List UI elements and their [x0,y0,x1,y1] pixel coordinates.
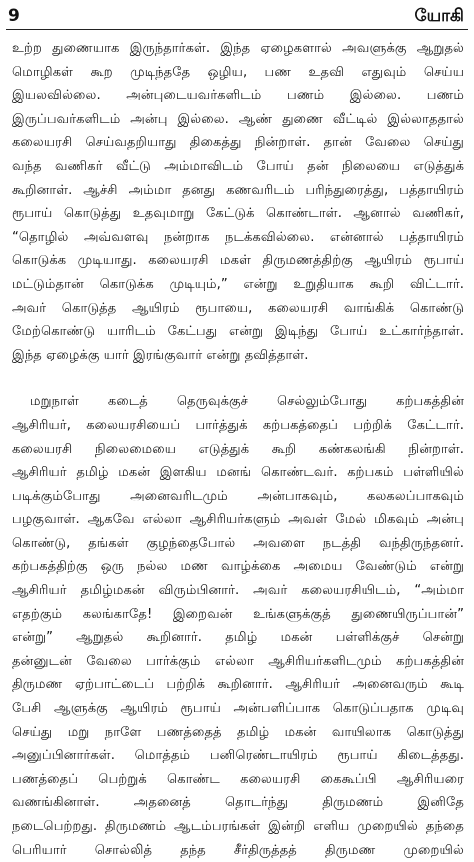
text-line: நடைபெற்றது. திருமணம் ஆடம்பரங்கள் இன்றி எளிய முறையில் தந்தை [12,819,464,834]
text-line: எதற்கும் கலங்காதே! இறைவன் உங்களுக்குத் துணையிருப்பான்” [12,606,464,622]
text-line: என்று” ஆறுதல் கூறினார். தமிழ் மகன் பள்ளிக்குச் சென்று [12,630,464,646]
text-line: பெரியார் சொல்லித் தந்த சீர்திருத்தத் திருமண முறையில் [12,842,464,858]
text-line: கலையரசி நிலைமையை எடுத்துக் கூறி கண்கலங்கி நின்றாள். [12,441,464,457]
text-line: படிக்கும்போது அனைவரிடமும் அன்பாகவும், கலகலப்பாகவும் [12,488,464,504]
paragraph-2 [12,390,464,862]
text-line: ஆசிரியர் தமிழ்மகன் விரும்பினார். அவர் கலையரசியிடம், “அம்மா [12,583,464,599]
page-number: 9 [8,6,20,26]
text-line: உற்ற துணையாக இருந்தார்கள். இந்த ஏழைகளால் அவளுக்கு ஆறுதல் [12,41,464,56]
text-line: அனுப்பினார்கள். மொத்தம் பனிரெண்டாயிரம் ரூபாய் கிடைத்தது. [12,748,464,764]
text-line: பேசி ஆளுக்கு ஆயிரம் ரூபாய் அன்பளிப்பாக கொடுப்பதாக முடிவு [12,701,464,717]
body-text [12,37,464,862]
text-line: ரூபாய் கொடுத்து உதவுமாறு கேட்டுக் கொண்டாள். ஆனால் வணிகர், [12,206,464,222]
text-line: ஆசிரியர் தமிழ் மகன் இளகிய மனங் கொண்டவர். கற்பகம் பள்ளியில் [12,465,464,481]
running-title: யோகி [414,6,464,26]
header-rule [6,29,468,30]
text-line: கொடுக்க முடியாது. கலையரசி மகள் திருமணத்திற்கு ஆயிரம் ரூபாய் [12,253,464,269]
text-line: பணத்தைப் பெற்றுக் கொண்ட கலையரசி கைகூப்பி ஆசிரியரை [12,771,464,787]
text-line: பழகுவாள். ஆகவே எல்லா ஆசிரியர்களும் அவள் மேல் மிகவும் அன்பு [12,512,464,528]
paragraph-1 [12,37,464,367]
text-line: “தொழில் அவ்வளவு நன்றாக நடக்கவில்லை. என்னால் பத்தாயிரம் [12,229,464,245]
text-line: செய்து மறு நாளே பணத்தைத் தமிழ் மகன் வாயிலாக கொடுத்து [12,724,464,740]
text-line: மட்டும்தான் கொடுக்க முடியும்,” என்று உறுதியாக கூறி விட்டார். [12,276,464,292]
text-line: இயலவில்லை. அன்புடையவர்களிடம் பணம் இல்லை. பணம் [12,88,464,104]
text-line: கொண்டு, தங்கள் குழந்தைபோல் அவளை நடத்தி வந்திருந்தனர். [12,535,464,551]
text-line: இந்த ஏழைக்கு யார் இரங்குவார் என்று தவித்தாள். [12,347,309,363]
paragraph-gap [12,367,464,390]
text-line: கற்பகத்திற்கு ஒரு நல்ல மண வாழ்க்கை அமைய வேண்டும் என்று [12,559,464,575]
text-line: மேற்கொண்டு யாரிடம் கேட்பது என்று இடிந்து போய் உட்கார்ந்தாள். [12,324,464,340]
text-line: மொழிகள் கூற முடிந்ததே ஒழிய, பண உதவி எதுவும் செய்ய [12,64,464,80]
text-line: திருமண ஏற்பாட்டைப் பற்றிக் கூறினார். ஆசிரியர் அனைவரும் கூடி [12,677,464,693]
page-header [0,0,474,34]
text-line: மறுநாள் கடைத் தெருவுக்குச் செல்லும்போது கற்பகத்தின் [30,394,464,410]
text-line: அவர் கொடுத்த ஆயிரம் ரூபாயை, கலையரசி வாங்கிக் கொண்டு [12,300,464,316]
text-line: வந்த வணிகர் வீட்டு அம்மாவிடம் போய் தன் நிலையை எடுத்துக் [12,158,464,174]
text-line: கலையரசி செய்வதறியாது திகைத்து நின்றாள். தான் வேலை செய்து [12,135,464,151]
text-line: கூறினாள். ஆச்சி அம்மா தனது கணவரிடம் பரிந்துரைத்து, பத்தாயிரம் [12,182,464,198]
text-line: ஆசிரியர், கலையரசியைப் பார்த்துக் கற்பகத்தைப் பற்றிக் கேட்டார். [12,417,464,433]
text-line: தன்னுடன் வேலை பார்க்கும் எல்லா ஆசிரியர்களிடமும் கற்பகத்தின் [12,653,464,669]
text-line: இருப்பவர்களிடம் அன்பு இல்லை. ஆண் துணை வீட்டில் இல்லாததால் [12,111,464,127]
text-line: வணங்கினாள். அதனைத் தொடர்ந்து திருமணம் இனிதே [12,795,464,811]
